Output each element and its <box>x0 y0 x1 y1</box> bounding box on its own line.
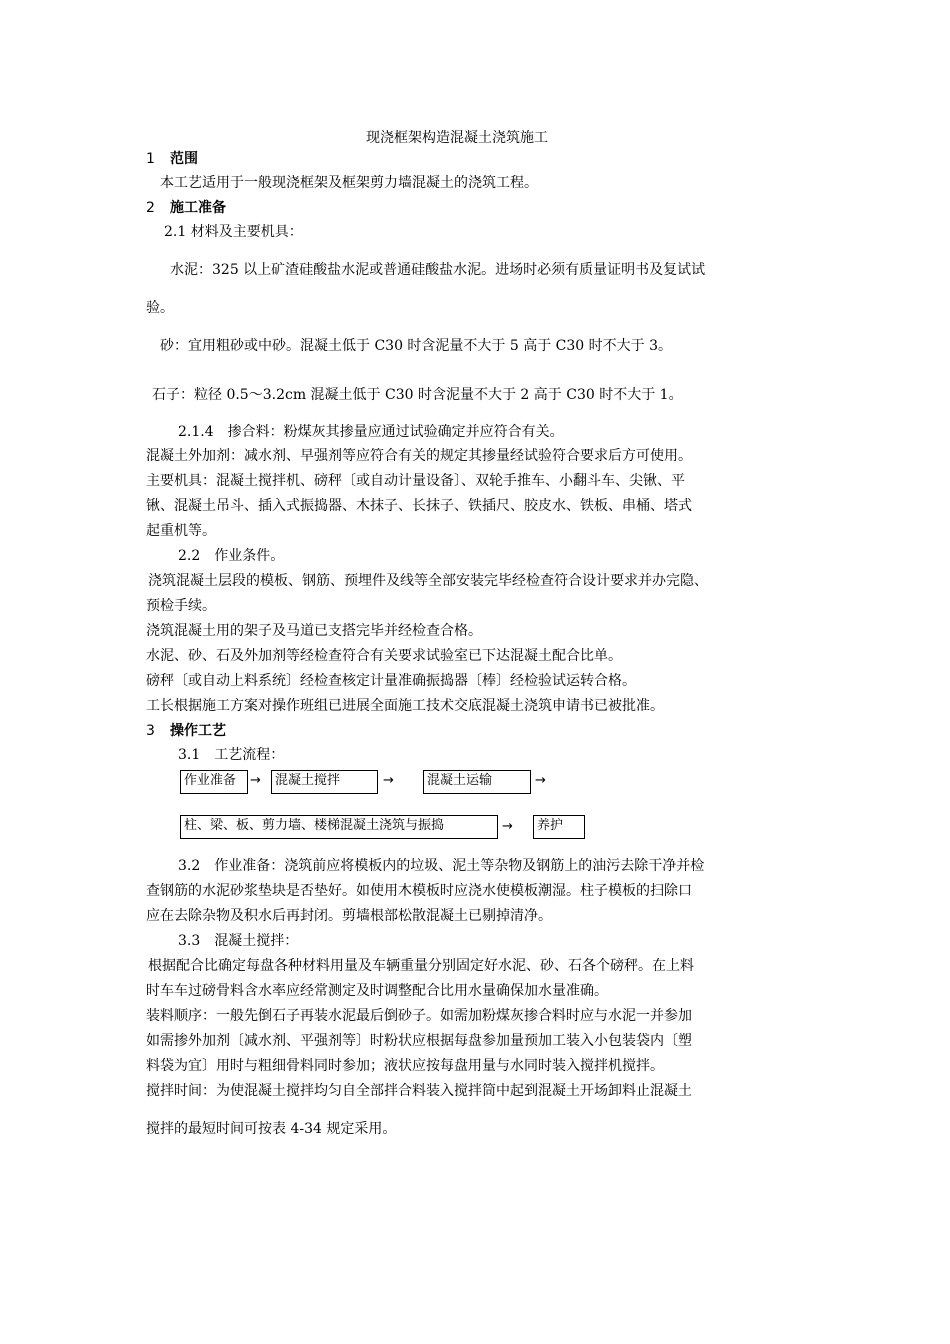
flow-arrow-icon: → <box>383 773 394 788</box>
section-1-text: 本工艺适用于一般现浇框架及框架剪力墙混凝土的浇筑工程。 <box>160 175 538 191</box>
admixture-line: 2.1.4 掺合料：粉煤灰其掺量应通过试验确定并应符合有关。 <box>178 424 564 440</box>
section-2-number: 2 <box>146 200 155 216</box>
subsection-2-1: 2.1 材料及主要机具： <box>164 224 303 240</box>
s3-2-line-3: 应在去除杂物及积水后再封闭。剪墙根部松散混凝土已剔掉清净。 <box>146 908 552 924</box>
flow-step-curing: 养护 <box>533 815 585 839</box>
condition-3: 水泥、砂、石及外加剂等经检查符合有关要求试验室已下达混凝土配合比单。 <box>146 648 622 664</box>
machines-line-1: 主要机具：混凝土搅拌机、磅秤〔或自动计量设备〕、双轮手推车、小翻斗车、尖锹、平 <box>146 473 685 489</box>
section-1-number: 1 <box>146 151 155 167</box>
condition-1-line-2: 预检手续。 <box>146 598 216 614</box>
loading-order-line-2: 如需掺外加剂〔减水剂、平强剂等〕时粉状应根据每盘参加量预加工装入小包装袋内〔塑 <box>146 1033 692 1049</box>
subsection-2-2: 2.2 作业条件。 <box>178 548 285 564</box>
flow-step-pouring: 柱、梁、板、剪力墙、楼梯混凝土浇筑与振捣 <box>180 815 498 839</box>
condition-2: 浇筑混凝土用的架子及马道已支搭完毕并经检查合格。 <box>146 623 482 639</box>
flow-arrow-icon: → <box>502 819 513 834</box>
s3-2-line-1: 3.2 作业准备：浇筑前应将模板内的垃圾、泥土等杂物及钢筋上的油污去除干净并检 <box>178 858 705 874</box>
loading-order-line-3: 料袋为宜〕用时与粗细骨料同时参加；液状应按每盘用量与水同时装入搅拌机搅拌。 <box>146 1058 664 1074</box>
flow-step-mixing: 混凝土搅拌 <box>271 770 378 794</box>
sand-line: 砂：宜用粗砂或中砂。混凝土低于 C30 时含泥量不大于 5 高于 C30 时不大于 3。 <box>160 338 673 354</box>
subsection-3-1: 3.1 工艺流程： <box>178 747 285 763</box>
flow-arrow-icon: → <box>535 773 546 788</box>
condition-1-line-1: 浇筑混凝土层段的模板、钢筋、预埋件及线等全部安装完毕经检查符合设计要求并办完隐、 <box>148 573 708 589</box>
section-3-title: 操作工艺 <box>170 723 226 739</box>
flow-step-transport: 混凝土运输 <box>423 770 531 794</box>
mix-line-2: 时车车过磅骨料含水率应经常测定及时调整配合比用水量确保加水量准确。 <box>146 983 608 999</box>
section-2-title: 施工准备 <box>170 200 226 216</box>
document-title: 现浇框架构造混凝土浇筑施工 <box>366 130 548 146</box>
subsection-3-3: 3.3 混凝土搅拌： <box>178 933 299 949</box>
s3-2-line-2: 查钢筋的水泥砂浆垫块是否垫好。如使用木模板时应浇水使模板潮湿。柱子模板的扫除口 <box>146 883 692 899</box>
condition-5: 工长根据施工方案对操作班组已进展全面施工技术交底混凝土浇筑申请书已被批准。 <box>146 698 664 714</box>
mixing-time-line-2: 搅拌的最短时间可按表 4-34 规定采用。 <box>146 1121 397 1137</box>
flow-arrow-icon: → <box>250 773 261 788</box>
mixing-time-line-1: 搅拌时间：为使混凝土搅拌均匀自全部拌合料装入搅拌筒中起到混凝土开场卸料止混凝土 <box>146 1083 692 1099</box>
machines-line-2: 锹、混凝土吊斗、插入式振捣器、木抹子、长抹子、铁插尺、胶皮水、铁板、串桶、塔式 <box>146 498 692 514</box>
section-3-number: 3 <box>146 723 155 739</box>
loading-order-line-1: 装料顺序：一般先倒石子再装水泥最后倒砂子。如需加粉煤灰掺合料时应与水泥一并参加 <box>146 1008 692 1024</box>
cement-line-1: 水泥：325 以上矿渣硅酸盐水泥或普通硅酸盐水泥。进场时必须有质量证明书及复试试 <box>170 262 706 278</box>
machines-line-3: 起重机等。 <box>146 523 216 539</box>
flow-step-prepare: 作业准备 <box>180 770 248 794</box>
section-1-title: 范围 <box>170 151 198 167</box>
mix-line-1: 根据配合比确定每盘各种材料用量及车辆重量分别固定好水泥、砂、石各个磅秤。在上料 <box>148 958 694 974</box>
condition-4: 磅秤〔或自动上料系统〕经检查核定计量准确振捣器〔棒〕经检验试运转合格。 <box>146 673 636 689</box>
cement-line-2: 验。 <box>146 300 174 316</box>
stone-line: 石子：粒径 0.5～3.2cm 混凝土低于 C30 时含泥量不大于 2 高于 C30 时不大于 1。 <box>152 387 683 403</box>
additive-line: 混凝土外加剂：减水剂、早强剂等应符合有关的规定其掺量经试验符合要求后方可使用。 <box>146 448 692 464</box>
